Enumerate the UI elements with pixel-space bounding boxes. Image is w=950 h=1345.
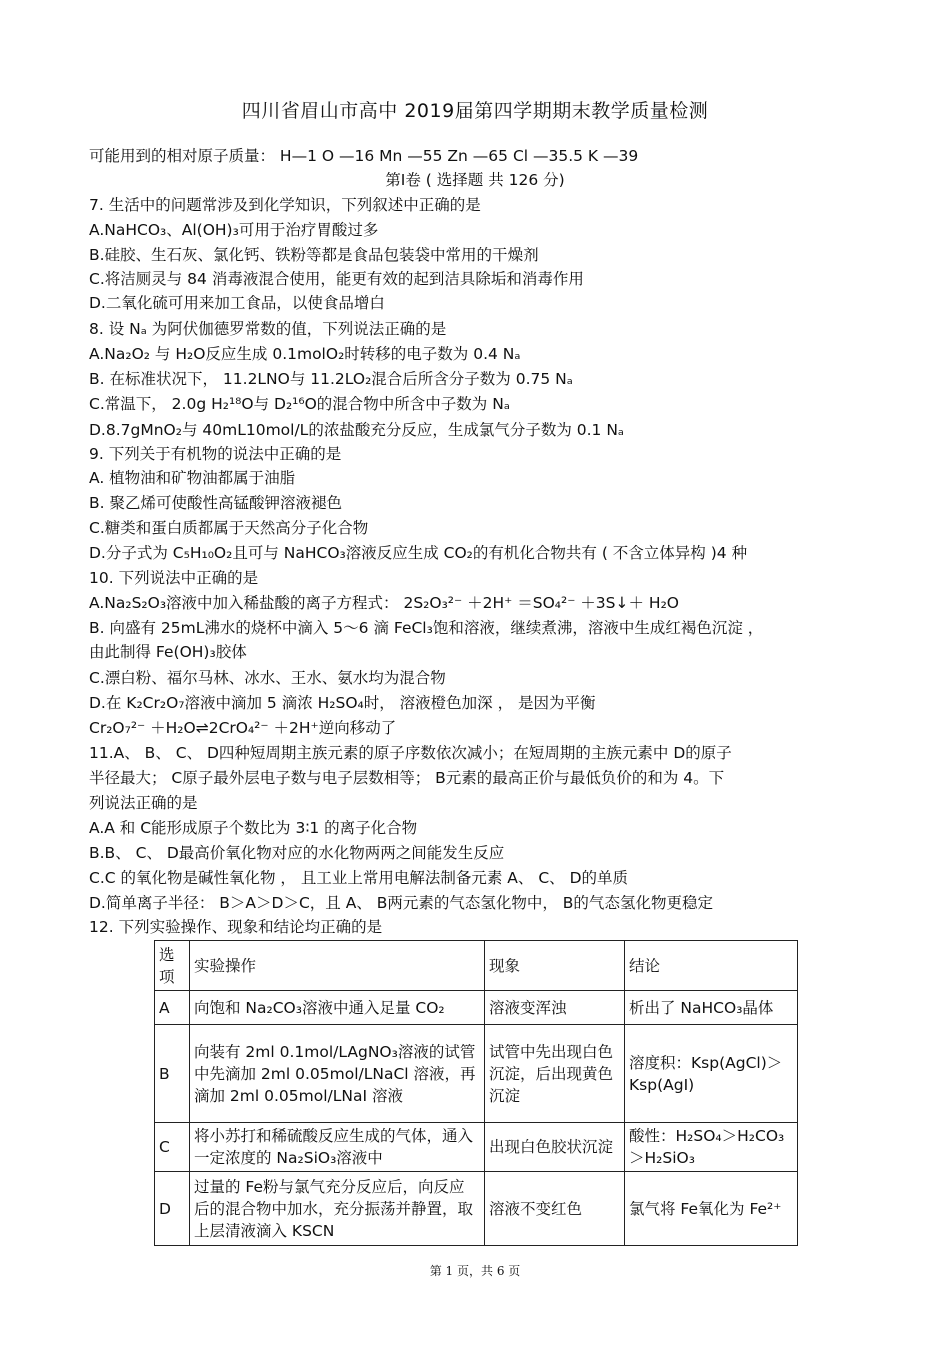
- question-7-option-a: A.NaHCO₃、Al(OH)₃可用于治疗胃酸过多: [89, 221, 379, 239]
- question-11-stem-cont-1: 半径最大； C原子最外层电子数与电子层数相等； B元素的最高正价与最低负价的和为 4。下: [89, 769, 725, 787]
- table-row: [155, 991, 798, 1025]
- question-12-stem: 12. 下列实验操作、现象和结论均正确的是: [89, 918, 383, 936]
- question-7-option-b: B.硅胶、生石灰、氯化钙、铁粉等都是食品包装袋中常用的干燥剂: [89, 246, 539, 264]
- question-11-stem-cont-2: 列说法正确的是: [89, 794, 198, 812]
- question-9-stem: 9. 下列关于有机物的说法中正确的是: [89, 445, 342, 463]
- table-cell: 析出了 NaHCO₃晶体: [625, 991, 798, 1025]
- question-11-option-d: D.简单离子半径： B＞A＞D＞C，且 A、 B两元素的气态氢化物中， B的气态氢化物更稳定: [89, 894, 713, 912]
- table-cell: 酸性：H₂SO₄＞H₂CO₃＞H₂SiO₃: [625, 1123, 798, 1172]
- question-10-option-a: A.Na₂S₂O₃溶液中加入稀盐酸的离子方程式： 2S₂O₃²⁻ ＋2H⁺ ＝SO₄²⁻ ＋3S↓＋ H₂O: [89, 594, 679, 612]
- question-8-option-d: D.8.7gMnO₂与 40mL10mol/L的浓盐酸充分反应，生成氯气分子数为 0.1 Nₐ: [89, 421, 624, 439]
- question-8-option-b: B. 在标准状况下， 11.2LNO与 11.2LO₂混合后所含分子数为 0.75 Nₐ: [89, 370, 573, 388]
- table-header-row: [155, 941, 798, 991]
- question-7-option-d: D.二氧化硫可用来加工食品，以使食品增白: [89, 294, 385, 312]
- question-10-option-d-equation: Cr₂O₇²⁻ ＋H₂O⇌2CrO₄²⁻ ＋2H⁺逆向移动了: [89, 719, 397, 737]
- table-cell: 溶液不变红色: [485, 1172, 625, 1246]
- table-row: [155, 1172, 798, 1246]
- table-cell: B: [155, 1025, 190, 1123]
- table-cell: A: [155, 991, 190, 1025]
- question-10-stem: 10. 下列说法中正确的是: [89, 569, 259, 587]
- question-11-option-b: B.B、 C、 D最高价氧化物对应的水化物两两之间能发生反应: [89, 844, 505, 862]
- question-11-option-a: A.A 和 C能形成原子个数比为 3∶1 的离子化合物: [89, 819, 418, 837]
- document-title: 四川省眉山市高中 2019届第四学期期末教学质量检测: [241, 100, 709, 122]
- table-cell: 溶度积：Ksp(AgCl)＞Ksp(AgI): [625, 1025, 798, 1123]
- table-header-cell: 实验操作: [190, 941, 485, 991]
- table-cell: 向装有 2ml 0.1mol/LAgNO₃溶液的试管中先滴加 2ml 0.05mol/LNaCl 溶液，再滴加 2ml 0.05mol/LNaI 溶液: [190, 1025, 485, 1123]
- question-10-option-c: C.漂白粉、福尔马林、冰水、王水、氨水均为混合物: [89, 669, 446, 687]
- table-cell: 过量的 Fe粉与氯气充分反应后，向反应后的混合物中加水，充分振荡并静置，取上层清液滴入 KSCN: [190, 1172, 485, 1246]
- question-11-option-c: C.C 的氧化物是碱性氧化物 ， 且工业上常用电解法制备元素 A、 C、 D的单质: [89, 869, 628, 887]
- question-10-option-b-cont: 由此制得 Fe(OH)₃胶体: [89, 643, 247, 661]
- table-cell: 溶液变浑浊: [485, 991, 625, 1025]
- question-8-option-a: A.Na₂O₂ 与 H₂O反应生成 0.1molO₂时转移的电子数为 0.4 Nₐ: [89, 345, 521, 363]
- question-11-stem: 11.A、 B、 C、 D四种短周期主族元素的原子序数依次减小；在短周期的主族元素中 D的原子: [89, 744, 732, 762]
- question-10-option-b: B. 向盛有 25mL沸水的烧杯中滴入 5～6 滴 FeCl₃饱和溶液，继续煮沸，溶液中生成红褐色沉淀 ，: [89, 619, 764, 637]
- table-cell: 将小苏打和稀硫酸反应生成的气体，通入一定浓度的 Na₂SiO₃溶液中: [190, 1123, 485, 1172]
- question-9-option-d: D.分子式为 C₅H₁₀O₂且可与 NaHCO₃溶液反应生成 CO₂的有机化合物共有 ( 不含立体异构 )4 种: [89, 544, 748, 562]
- question-7-option-c: C.将洁厕灵与 84 消毒液混合使用，能更有效的起到洁具除垢和消毒作用: [89, 270, 584, 288]
- table-header-cell: 现象: [485, 941, 625, 991]
- table-cell: C: [155, 1123, 190, 1172]
- question-7-stem: 7. 生活中的问题常涉及到化学知识，下列叙述中正确的是: [89, 196, 481, 214]
- atomic-mass-line: 可能用到的相对原子质量： H—1 O —16 Mn —55 Zn —65 Cl —35.5 K —39: [89, 147, 639, 165]
- table-cell: 氯气将 Fe氧化为 Fe²⁺: [625, 1172, 798, 1246]
- section-heading: 第Ⅰ卷 ( 选择题 共 126 分): [385, 171, 565, 189]
- question-8-stem: 8. 设 Nₐ 为阿伏伽德罗常数的值，下列说法正确的是: [89, 320, 447, 338]
- table-row: [155, 1123, 798, 1172]
- question-9-option-a: A. 植物油和矿物油都属于油脂: [89, 469, 296, 487]
- table-cell: 试管中先出现白色沉淀，后出现黄色沉淀: [485, 1025, 625, 1123]
- question-9-option-b: B. 聚乙烯可使酸性高锰酸钾溶液褪色: [89, 494, 342, 512]
- question-9-option-c: C.糖类和蛋白质都属于天然高分子化合物: [89, 519, 369, 537]
- table-cell: 出现白色胶状沉淀: [485, 1123, 625, 1172]
- table-header-cell: 选项: [155, 941, 190, 991]
- question-10-option-d: D.在 K₂Cr₂O₇溶液中滴加 5 滴浓 H₂SO₄时， 溶液橙色加深 ， 是因为平衡: [89, 694, 596, 712]
- experiment-table: [154, 940, 798, 1246]
- question-8-option-c: C.常温下， 2.0g H₂¹⁸O与 D₂¹⁶O的混合物中所含中子数为 Nₐ: [89, 395, 510, 413]
- page-footer: 第 1 页，共 6 页: [429, 1264, 521, 1278]
- table-cell: 向饱和 Na₂CO₃溶液中通入足量 CO₂: [190, 991, 485, 1025]
- table-header-cell: 结论: [625, 941, 798, 991]
- table-row: [155, 1025, 798, 1123]
- table-cell: D: [155, 1172, 190, 1246]
